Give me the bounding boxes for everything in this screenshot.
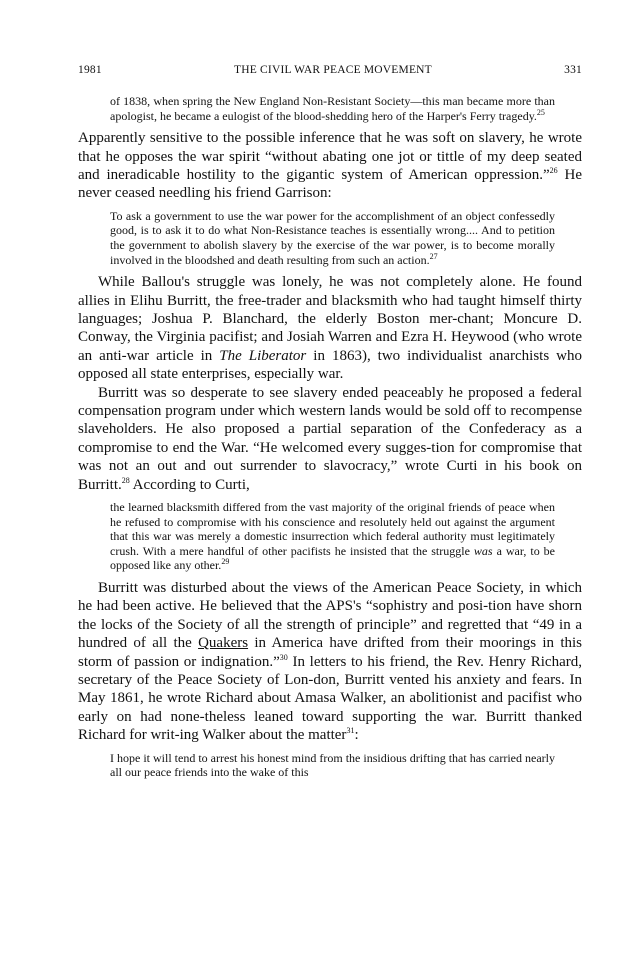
para-text: in 1863), two individualist anarchists who opposed all state enterprises, especially war. [78, 347, 582, 383]
header-page-number: 331 [564, 64, 582, 76]
para-text: : [354, 727, 359, 744]
quote-text: To ask a government to use the war power for the accomplishment of an object confessedly good, is to ask it to do what Non-Resistance teaches is essentially wrong.... And to petition the government to abolish slavery by the exercise of the war power, is to become morally involved in the bloodshed and death resulting from such an action. [110, 208, 555, 267]
block-quote-1 [110, 94, 555, 123]
footnote-ref: 27 [429, 251, 438, 261]
quote-text: a war, to be opposed like any other. [110, 543, 555, 573]
footnote-ref: 31 [346, 726, 355, 736]
para-text: He never ceased needling his friend Garrison: [78, 167, 582, 202]
para-text: According to Curti, [129, 476, 250, 493]
header-year: 1981 [78, 64, 102, 76]
para-text: In letters to his friend, the Rev. Henry Richard, secretary of the Peace Society of Lon-don, Burritt vented his anxiety and fears. In May 1861, he wrote Richard about Amasa Walker, an abolitionist and pacifist who early on had none-theless leaned toward supporting the war. Burritt thanked Richard for writ-ing Walker about the matter [78, 653, 582, 744]
paragraph-2 [78, 273, 582, 383]
paragraph-4 [78, 579, 582, 745]
quote-text: the learned blacksmith differed from the vast majority of the original friends of peace when he refused to compromise with his conscience and resolutely held out against the argument that this war was merely a domestic insurrection which federal authority must legitimately crush. With a mere handful of other pacifists he insisted that the struggle [110, 500, 555, 558]
block-quote-3 [110, 500, 555, 573]
italic-word: was [473, 543, 493, 558]
header-title: THE CIVIL WAR PEACE MOVEMENT [234, 64, 432, 76]
footnote-ref: 30 [279, 652, 288, 662]
para-text: Burritt was so desperate to see slavery ended peaceably he proposed a federal compensation program under which western lands would be sold off to recompense slaveholders. He also proposed a partial separation of the Confederacy as a compromise to end the War. “He welcomed every sugges-tion for compromise that was not an out and out surrender to slavocracy,” wrote Curti in his book on Burritt. [78, 384, 582, 493]
para-text: Apparently sensitive to the possible inference that he was soft on slavery, he wrote that he opposes the war spirit “without abating one jot or tittle of my deep seated and ineradicable hostility to the gigantic system of American oppression.” [78, 130, 582, 183]
para-text: in America have drifted from their moorings in this storm of passion or indignation.” [78, 635, 582, 670]
paragraph-1 [78, 129, 582, 203]
quote-text: of 1838, when spring the New England Non-Resistant Society—this man became more than apologist, he became a eulogist of the blood-shedding hero of the Harper's Ferry tragedy. [110, 94, 555, 123]
block-quote-4 [110, 751, 555, 780]
running-header [78, 64, 582, 94]
footnote-ref: 28 [121, 475, 130, 485]
underlined-word: Quakers [198, 635, 249, 652]
paragraph-3 [78, 384, 582, 494]
page [78, 64, 582, 780]
italic-title: The Liberator [219, 347, 307, 364]
block-quote-2 [110, 209, 555, 267]
para-text: While Ballou's struggle was lonely, he was not completely alone. He found allies in Elihu Burritt, the free-trader and blacksmith who had taught himself thirty languages; Joshua P. Blanchard, the elderly Boston mer-chant; Moncure D. Conway, the Virginia pacifist; and Josiah Warren and Ezra H. Heywood (who wrote an anti-war article in [78, 274, 582, 364]
footnote-ref: 26 [549, 166, 558, 175]
footnote-ref: 25 [536, 107, 545, 117]
footnote-ref: 29 [221, 557, 230, 567]
para-text: Burritt was disturbed about the views of the American Peace Society, in which he had been active. He believed that the APS's “sophistry and posi-tion have shorn the locks of the Society of all the strength of principle” and regretted that “49 in a hundred of all the [78, 580, 582, 652]
quote-text: I hope it will tend to arrest his honest mind from the insidious drifting that has carried nearly all our peace friends into the wake of this [110, 750, 555, 780]
